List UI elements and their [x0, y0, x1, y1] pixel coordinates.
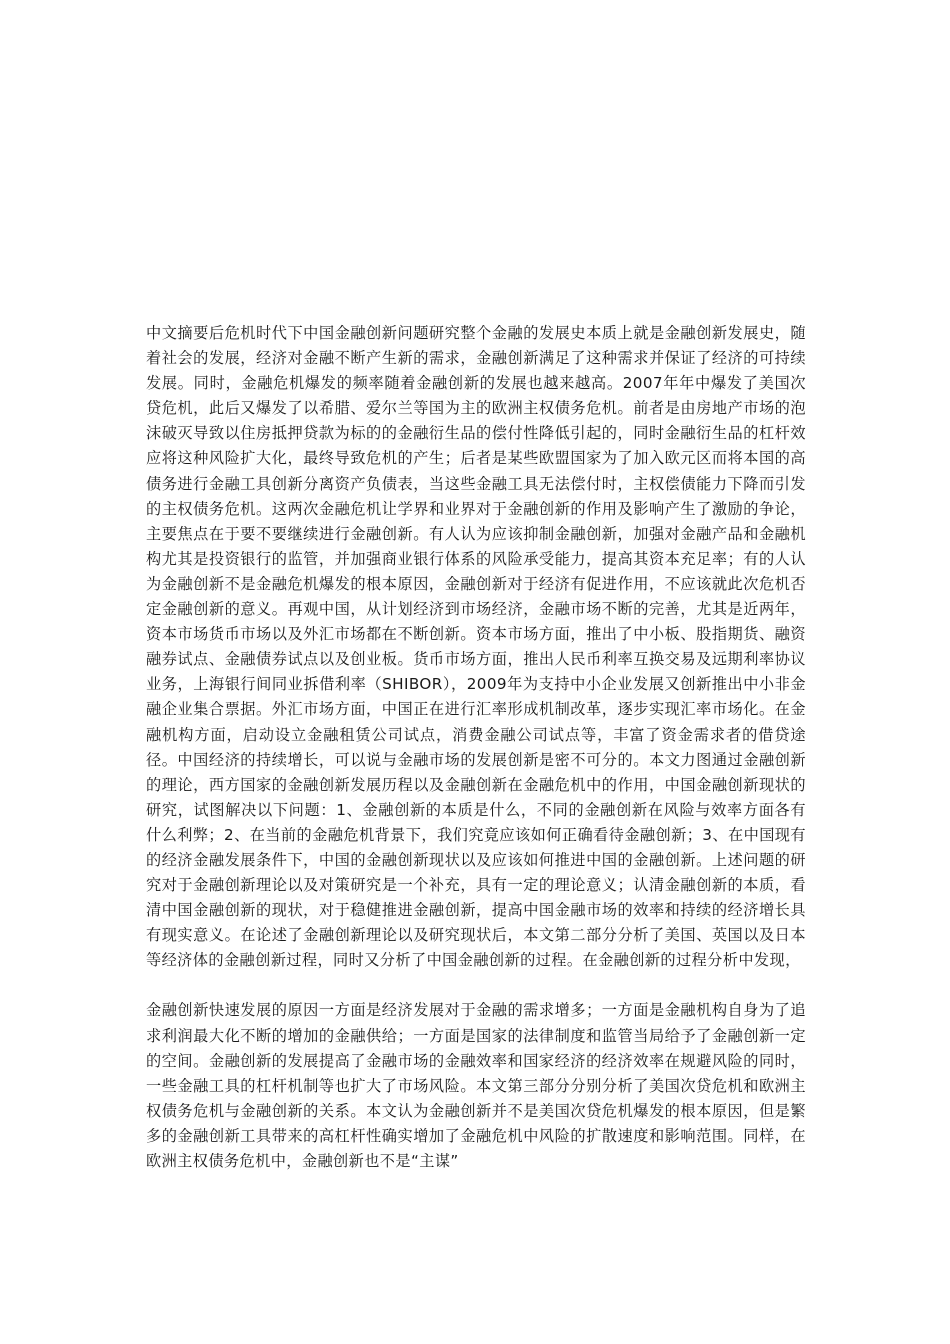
paragraph-2: 金融创新快速发展的原因一方面是经济发展对于金融的需求增多；一方面是金融机构自身为了追求利润最大化不断的增加的金融供给；一方面是国家的法律制度和监管当局给予了金融创新一定的空间。金融创新的发展提高了金融市场的金融效率和国家经济的经济效率在规避风险的同时，一些金融工具的杠杆机制等也扩大了市场风险。本文第三部分分别分析了美国次贷危机和欧洲主权债务危机与金融创新的关系。本文认为金融创新并不是美国次贷危机爆发的根本原因，但是繁多的金融创新工具带来的高杠杆性确实增加了金融危机中风险的扩散速度和影响范围。同样，在欧洲主权债务危机中，金融创新也不是“主谋”	[146, 1001, 806, 1170]
paragraph-1: 中文摘要后危机时代下中国金融创新问题研究整个金融的发展史本质上就是金融创新发展史，随着社会的发展，经济对金融不断产生新的需求，金融创新满足了这种需求并保证了经济的可持续发展。同时，金融危机爆发的频率随着金融创新的发展也越来越高。2007年年中爆发了美国次贷危机，此后又爆发了以希腊、爱尔兰等国为主的欧洲主权债务危机。前者是由房地产市场的泡沫破灭导致以住房抵押贷款为标的的金融衍生品的偿付性降低引起的，同时金融衍生品的杠杆效应将这种风险扩大化，最终导致危机的产生；后者是某些欧盟国家为了加入欧元区而将本国的高债务进行金融工具创新分离资产负债表，当这些金融工具无法偿付时，主权偿债能力下降而引发的主权债务危机。这两次金融危机让学界和业界对于金融创新的作用及影响产生了激励的争论，主要焦点在于要不要继续进行金融创新。有人认为应该抑制金融创新，加强对金融产品和金融机构尤其是投资银行的监管，并加强商业银行体系的风险承受能力，提高其资本充足率；有的人认为金融创新不是金融危机爆发的根本原因，金融创新对于经济有促进作用，不应该就此次危机否定金融创新的意义。再观中国，从计划经济到市场经济，金融市场不断的完善，尤其是近两年，资本市场货币市场以及外汇市场都在不断创新。资本市场方面，推出了中小板、股指期货、融资融券试点、金融债券试点以及创业板。货币市场方面，推出人民币利率互换交易及远期利率协议业务，上海银行间同业拆借利率（SHIBOR），2009年为支持中小企业发展又创新推出中小非金融企业集合票据。外汇市场方面，中国正在进行汇率形成机制改革，逐步实现汇率市场化。在金融机构方面，启动设立金融租赁公司试点，消费金融公司试点等，丰富了资金需求者的借贷途径。中国经济的持续增长，可以说与金融市场的发展创新是密不可分的。本文力图通过金融创新的理论，西方国家的金融创新发展历程以及金融创新在金融危机中的作用，中国金融创新现状的研究，试图解决以下问题：1、金融创新的本质是什么，不同的金融创新在风险与效率方面各有什么利弊；2、在当前的金融危机背景下，我们究竟应该如何正确看待金融创新；3、在中国现有的经济金融发展条件下，中国的金融创新现状以及应该如何推进中国的金融创新。上述问题的研究对于金融创新理论以及对策研究是一个补充，具有一定的理论意义；认清金融创新的本质，看清中国金融创新的现状，对于稳健推进金融创新，提高中国金融市场的效率和持续的经济增长具有现实意义。在论述了金融创新理论以及研究现状后，本文第二部分分析了美国、英国以及日本等经济体的金融创新过程，同时又分析了中国金融创新的过程。在金融创新的过程分析中发现，	[146, 324, 806, 970]
document-body	[146, 321, 806, 1174]
